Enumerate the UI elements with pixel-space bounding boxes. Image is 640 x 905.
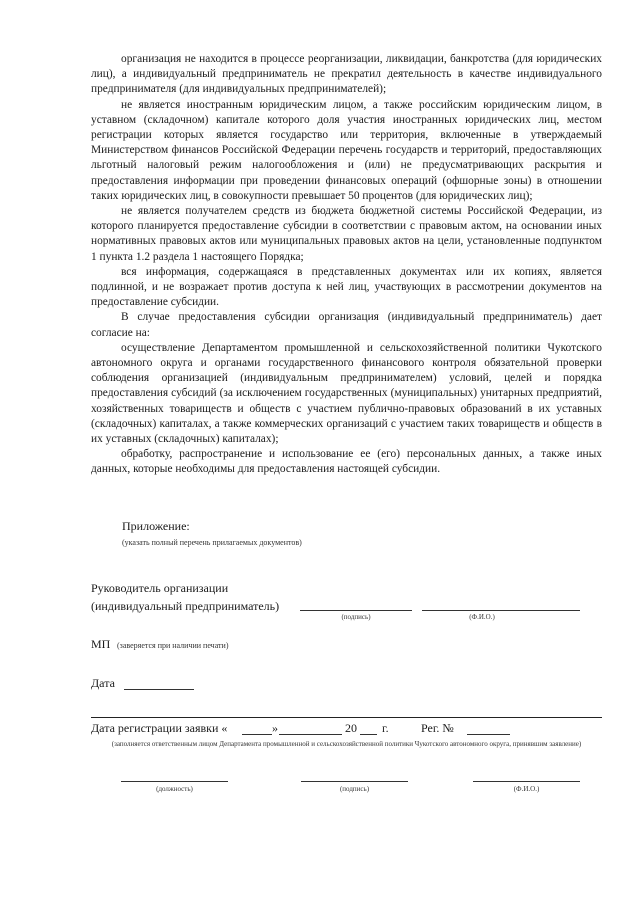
- date-label: Дата: [91, 676, 115, 690]
- date-line[interactable]: [124, 689, 194, 690]
- registration-number-label: Рег. №: [421, 721, 454, 735]
- signature-caption-bottom: (подпись): [339, 785, 370, 793]
- position-caption: (должность): [156, 785, 193, 793]
- fio-line[interactable]: [422, 610, 580, 611]
- registration-year-line[interactable]: [360, 734, 377, 735]
- registration-prefix: Дата регистрации заявки «: [91, 721, 228, 735]
- registration-close-quote: »: [272, 721, 278, 735]
- paragraph: обработку, распространение и использование ее (его) персональных данных, а также иных данных, которые необходимы для предоставления настоящей субсидии.: [91, 448, 602, 476]
- paragraph: вся информация, содержащаяся в представленных документах или их копиях, является подлинной, и не возражает против доступа к ней лиц, участвующих в рассмотрении документов на предоставление субсидии.: [91, 265, 602, 309]
- registration-number-line[interactable]: [467, 734, 510, 735]
- stamp-label: МП: [91, 637, 111, 651]
- signature-line-bottom[interactable]: [301, 781, 408, 782]
- head-title-line2: (индивидуальный предприниматель): [91, 599, 280, 613]
- attachment-hint: (указать полный перечень прилагаемых документов): [122, 538, 302, 547]
- fio-caption-bottom: (Ф.И.О.): [513, 785, 540, 793]
- paragraph: не является получателем средств из бюджета бюджетной системы Российской Федерации, из которого планируется предоставление субсидии в соответствии с правовым актом, на основании иных нормативных правовых актов или муниципальных правовых актов на цели, установленные подпунктом 1 пункта 1.2 раздела 1 настоящего Порядка;: [91, 205, 602, 263]
- registration-day-line[interactable]: [242, 734, 272, 735]
- paragraph: организация не находится в процессе реорганизации, ликвидации, банкротства (для юридических лиц), а индивидуальный предприниматель не прекратил деятельность в качестве индивидуального предпринимателя (для индивидуальных предпринимателей);: [91, 53, 602, 96]
- position-line[interactable]: [121, 781, 228, 782]
- registration-year: 20: [345, 721, 357, 735]
- registration-note: (заполняется ответственным лицом Департамента промышленной и сельскохозяйственной политики Чукотского автономного округа, принявшим заявление): [111, 740, 582, 748]
- fio-caption: (Ф.И.О.): [469, 613, 495, 621]
- attachment-label: Приложение:: [122, 519, 190, 533]
- stamp-note: (заверяется при наличии печати): [117, 641, 229, 650]
- body-text: [91, 52, 602, 478]
- paragraph: осуществление Департаментом промышленной и сельскохозяйственной политики Чукотского автономного округа и органами государственного финансового контроля обязательной проверки соблюдения организацией (индивидуальным предпринимателем) условий, целей и порядка предоставления субсидий (за исключением государственных (муниципальных) унитарных предприятий, хозяйственных товариществ и обществ с участием публично-правовых образований в их уставных (складочных) капиталах, а также коммерческих организаций с участием таких товариществ и обществ в их уставных (складочных) капиталах);: [91, 341, 602, 446]
- fio-line-bottom[interactable]: [473, 781, 580, 782]
- paragraph: не является иностранным юридическим лицом, а также российским юридическим лицом, в уставном (складочном) капитале которого доля участия иностранных юридических лиц, местом регистрации которых является государство или территория, включенные в утверждаемый Министерством финансов Российской Федерации перечень государств и территорий, предоставляющих льготный налоговый режим налогообложения и (или) не предусматривающих раскрытия и предоставления информации при проведении финансовых операций (офшорные зоны) в отношении таких юридических лиц, в совокупности превышает 50 процентов (для юридических лиц);: [91, 98, 602, 202]
- head-title-line1: Руководитель организации: [91, 581, 229, 595]
- paragraph: В случае предоставления субсидии организация (индивидуальный предприниматель) дает согласие на:: [91, 311, 602, 339]
- registration-month-line[interactable]: [279, 734, 342, 735]
- registration-year-suffix: г.: [382, 721, 389, 735]
- signature-caption: (подпись): [341, 613, 371, 621]
- separator-line: [91, 717, 602, 718]
- signature-line[interactable]: [300, 610, 412, 611]
